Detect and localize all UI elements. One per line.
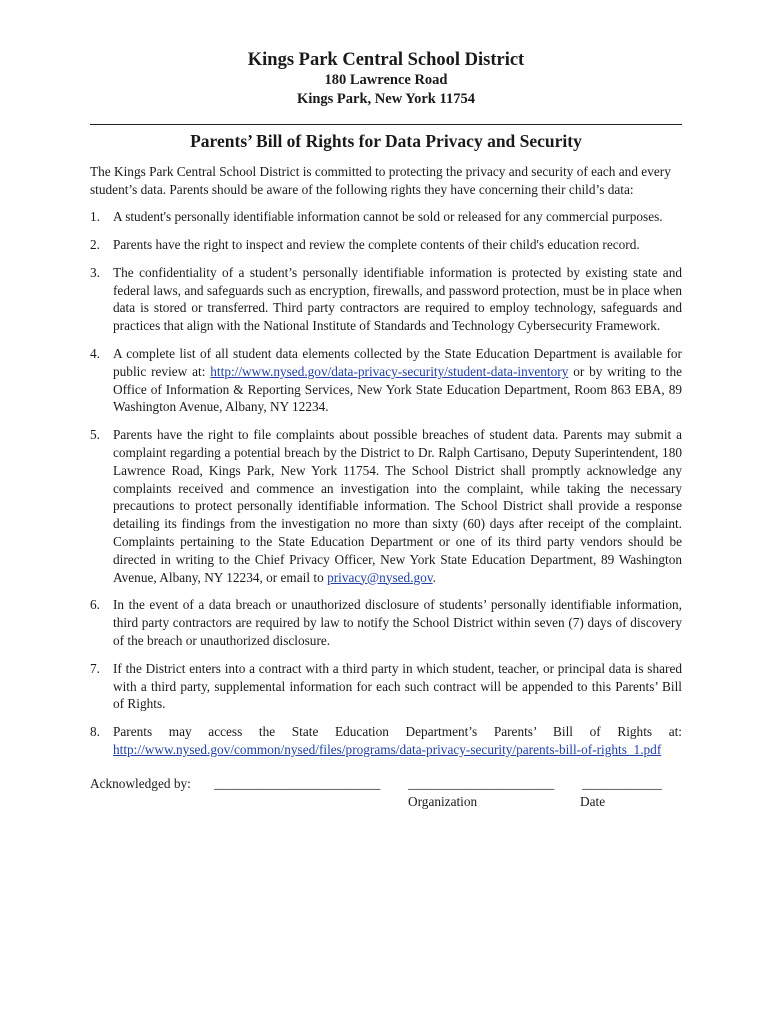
item-number: 6. [90,597,100,613]
document-page [90,0,682,815]
item-text: Parents have the right to inspect and review the complete contents of their child's education record. [113,236,640,252]
address-line-1: 180 Lawrence Road [324,72,448,88]
right-item-4 [90,345,682,416]
item-text: Parents have the right to file complaints about possible breaches of student data. Parents may submit a complaint regarding a potential breach by the District to Dr. Ralph Cartisano, Deputy Superintendent, 180 Lawrence Road, Kings Park, New York 11754. The School District shall promptly acknowledge any complaints received and commence an investigation into the complaint, while taking the necessary precautions to protect personally identifiable information. The School District shall provide a response detailing its findings from the investigation no more than sixty (60) days after receipt of the complaint. Complaints pertaining to the State Education Department or one of its third party vendors should be directed in writing to the Chief Privacy Officer, New York State Education Department, 89 Washington Avenue, Albany, NY 12234, or email to [113,427,682,585]
right-item-1 [90,208,682,226]
rights-list [90,208,682,759]
item-number: 2. [90,236,100,252]
signature-line-date[interactable]: ____________ [582,775,662,791]
letterhead [90,49,682,109]
item-text: A complete list of all student data elements collected by the State Education Department is available for public review at: [113,345,682,379]
item-number: 5. [90,427,100,443]
item-text-continued: . [432,569,436,585]
item-text: If the District enters into a contract with a third party in which student, teacher, or principal data is shared with a third party, supplemental information for each such contract will be appended to this Parents’ Bill of Rights. [113,660,682,712]
district-name: Kings Park Central School District [247,50,525,70]
right-item-5 [90,426,682,586]
document-title: Parents’ Bill of Rights for Data Privacy and Security [190,131,582,151]
item-text: Parents may access the State Education Department’s Parents’ Bill of Rights at: [113,724,682,740]
item-number: 8. [90,724,100,740]
address-line-2: Kings Park, New York 11754 [297,91,475,107]
privacy-email-link[interactable]: privacy@nysed.gov [327,569,433,585]
item-number: 3. [90,264,100,280]
right-item-3 [90,264,682,335]
right-item-7 [90,660,682,713]
item-number: 1. [90,209,100,225]
item-text-continued: or by writing to the Office of Information & Reporting Services, New York State Education Department, Room 863 EBA, 89 Washington Avenue, Albany, NY 12234. [113,363,682,415]
horizontal-rule [90,124,682,125]
intro-paragraph: The Kings Park Central School District is committed to protecting the privacy and security of each and every student’s data. Parents should be aware of the following rights they have concerning their child’s data: [90,164,671,197]
acknowledged-by-label: Acknowledged by: [90,775,191,791]
signature-line-name[interactable]: _________________________ [214,775,381,791]
right-item-8 [90,723,682,759]
data-inventory-link[interactable]: http://www.nysed.gov/data-privacy-security/student-data-inventory [210,363,569,379]
item-text: The confidentiality of a student’s personally identifiable information is protected by existing state and federal laws, and safeguards such as encryption, firewalls, and password protection, must be in place when data is stored or transferred. Third party contractors are required to employ technology, safeguards and practices that align with the National Institute of Standards and Technology Cybersecurity Framework. [113,264,682,334]
item-number: 7. [90,660,100,676]
signature-line-organization[interactable]: ______________________ [408,775,555,791]
date-caption: Date [580,793,606,809]
right-item-6 [90,596,682,649]
organization-caption: Organization [408,793,478,809]
item-text: A student's personally identifiable information cannot be sold or released for any commercial purposes. [113,209,663,225]
item-text: In the event of a data breach or unauthorized disclosure of students’ personally identifiable information, third party contractors are required by law to notify the School District within seven (7) days of discovery of the breach or unauthorized disclosure. [113,597,682,648]
bill-of-rights-pdf-link[interactable]: http://www.nysed.gov/common/nysed/files/programs/data-privacy-security/parents-bill-of-rights_1.pdf [113,741,662,757]
right-item-2 [90,236,682,254]
item-number: 4. [90,345,100,361]
acknowledgement-block [90,775,682,815]
